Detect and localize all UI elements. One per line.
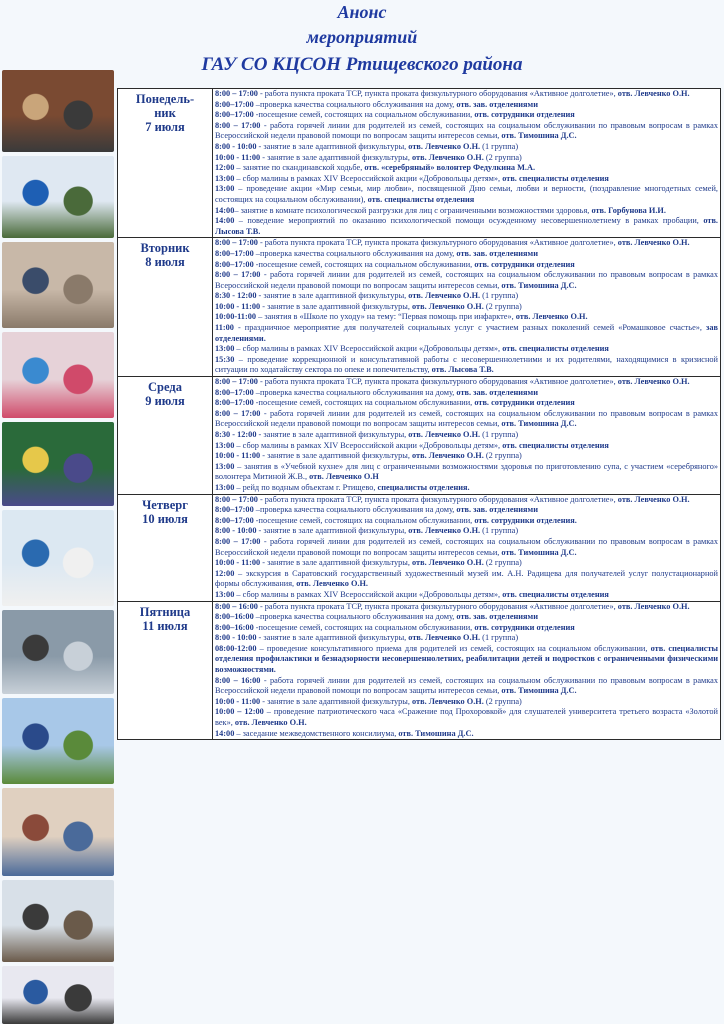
- events-cell: [213, 238, 721, 377]
- day-date: 9 июля: [145, 394, 185, 409]
- event-item: [215, 312, 718, 323]
- event-item: [215, 100, 718, 111]
- event-bold-text: отв. Левченко О.Н.: [617, 377, 690, 387]
- event-text: - занятие в зале адаптивной физкультуры,: [256, 141, 409, 151]
- event-text: (1 группа): [480, 141, 519, 151]
- event-item: [215, 697, 718, 708]
- event-item: [215, 409, 718, 430]
- event-text: -посещение семей, состоящих на социальном обслуживании,: [253, 398, 475, 408]
- event-bold-text: отв. Левченко О.Н.: [411, 301, 484, 311]
- event-bold-text: 10:00 - 11:00: [215, 301, 261, 311]
- event-text: – экскурсия в Саратовский государственный художественный музей им. А.Н. Радищева для получателей услуг полустационарной формы обслуживания,: [215, 568, 718, 589]
- event-bold-text: 13:00: [215, 589, 235, 599]
- day-row: [118, 89, 721, 238]
- event-text: – проведение патриотического часа «Сражение под Прохоровкой» для слушателей университета третьего возраста «Золотой век»,: [215, 707, 718, 728]
- event-bold-text: отв. специалисты отделения: [502, 344, 609, 354]
- day-date: 11 июля: [142, 618, 188, 633]
- event-bold-text: отв. Левченко О.Н.: [408, 633, 481, 643]
- event-bold-text: 13:00: [215, 184, 235, 194]
- schedule-table: [117, 88, 721, 740]
- event-bold-text: отв. зав. отделениями: [456, 248, 538, 258]
- event-bold-text: 8:00–17:00: [215, 505, 254, 515]
- event-bold-text: отв. сотрудники отделения.: [474, 515, 577, 525]
- event-bold-text: отв. Левченко О.Н.: [408, 141, 481, 151]
- day-name: Пятница: [139, 604, 191, 619]
- event-item: [215, 238, 718, 249]
- event-bold-text: 8:00 - 10:00: [215, 633, 257, 643]
- event-item: [215, 707, 718, 728]
- event-text: - занятие в зале адаптивной физкультуры,: [256, 430, 409, 439]
- event-bold-text: отв. Левченко О.Н: [309, 472, 379, 482]
- event-item: [215, 174, 718, 185]
- event-text: (1 группа): [480, 430, 519, 439]
- event-bold-text: 10:00 - 11:00: [215, 451, 261, 461]
- photo-office: [2, 880, 114, 962]
- event-item: [215, 676, 718, 697]
- event-text: - занятие в зале адаптивной физкультуры,: [256, 633, 409, 643]
- event-bold-text: 8:00 - 10:00: [215, 526, 257, 536]
- event-bold-text: 13:00: [215, 440, 235, 450]
- day-row: [118, 238, 721, 377]
- event-bold-text: 8:00 – 16:00: [215, 675, 261, 685]
- event-bold-text: 11:00: [215, 323, 234, 333]
- event-text: – занятия в «Учебной кухне» для лиц с ограниченными возможностями здоровья по приготовлению супа, с участием «серебряного» волонтера Митиной Ж.В.,: [215, 461, 718, 482]
- event-bold-text: отв. сотрудники отделения: [474, 110, 575, 120]
- event-text: –проверка качества социального обслуживания на дому,: [253, 248, 457, 258]
- event-bold-text: 8:00–17:00: [215, 387, 254, 397]
- event-bold-text: отв. зав. отделениями: [456, 612, 538, 622]
- day-cell: [118, 89, 213, 238]
- event-bold-text: 10:00 - 11:00: [215, 696, 261, 706]
- event-bold-text: 10:00 - 11:00: [215, 152, 261, 162]
- event-item: [215, 729, 718, 740]
- event-item: [215, 483, 718, 494]
- event-item: [215, 537, 718, 558]
- event-bold-text: отв. Левченко О.Н.: [296, 579, 368, 589]
- event-bold-text: отв. Левченко О.Н.: [411, 558, 484, 568]
- events-cell: [213, 89, 721, 238]
- event-text: – сбор малины в рамках XIV Всероссийской акции «Добровольцы детям»,: [234, 344, 503, 354]
- event-item: [215, 388, 718, 399]
- event-bold-text: 12:00: [215, 568, 235, 578]
- event-text: - занятие в зале адаптивной физкультуры,: [260, 301, 412, 311]
- event-bold-text: 8:00 – 16:00: [215, 601, 258, 611]
- event-text: -посещение семей, состоящих на социальном обслуживании,: [253, 622, 475, 632]
- event-bold-text: зав отделениями.: [215, 323, 718, 343]
- event-bold-text: 12:00: [215, 163, 235, 173]
- event-bold-text: 8:00 – 17:00: [215, 89, 258, 98]
- event-text: - работа пункта проката ТСР, пункта проката физкультурного оборудования «Активное долголетие»,: [257, 601, 618, 611]
- event-text: (2 группа): [483, 558, 522, 568]
- event-bold-text: отв. Тимошина Д.С.: [501, 280, 577, 290]
- event-bold-text: 8:00 – 17:00: [215, 494, 258, 504]
- title-events: мероприятий: [306, 27, 418, 47]
- event-text: – заседание межведомственного консилиума,: [234, 728, 399, 738]
- event-item: [215, 612, 718, 623]
- event-text: (2 группа): [483, 152, 522, 162]
- event-bold-text: отв. Тимошина Д.С.: [501, 686, 577, 696]
- events-cell: [213, 494, 721, 601]
- event-bold-text: отв. Левченко О.Н.: [411, 696, 484, 706]
- photo-meeting: [2, 242, 114, 328]
- event-bold-text: отв. специалисты отделения: [502, 589, 609, 599]
- event-text: – занятие по скандинавской ходьбе,: [234, 163, 365, 173]
- event-text: – поведение мероприятий по оказанию психологической помощи осужденному несовершеннолетнему в рамках пробации,: [234, 216, 704, 226]
- day-row: [118, 494, 721, 601]
- event-item: [215, 121, 718, 142]
- event-item: [215, 569, 718, 590]
- day-cell: [118, 601, 213, 740]
- event-bold-text: 13:00: [215, 482, 235, 492]
- event-text: (1 группа): [480, 291, 519, 301]
- event-item: [215, 216, 718, 237]
- event-item: [215, 344, 718, 355]
- events-cell: [213, 601, 721, 740]
- event-bold-text: 8:00–17:00: [215, 259, 254, 269]
- event-bold-text: 8:00 - 10:00: [215, 141, 257, 151]
- event-bold-text: 8:00–17:00: [215, 110, 254, 120]
- photo-fitness: [2, 332, 114, 418]
- event-text: (2 группа): [483, 301, 522, 311]
- event-text: (1 группа): [480, 633, 519, 643]
- event-bold-text: отв. Лысова Т.В.: [215, 216, 718, 236]
- photo-kitchen: [2, 70, 114, 152]
- day-date: 7 июля: [145, 120, 185, 134]
- event-bold-text: 14:00: [215, 728, 235, 738]
- event-bold-text: 10:00-11:00: [215, 312, 257, 322]
- day-name: Понедель- ник: [135, 92, 195, 120]
- event-bold-text: 8:00–16:00: [215, 622, 254, 632]
- event-item: [215, 430, 718, 441]
- event-bold-text: отв. Левченко О.Н.: [411, 152, 484, 162]
- event-bold-text: 14:00: [215, 216, 235, 226]
- event-item: [215, 526, 718, 537]
- event-bold-text: отв. Левченко О.Н.: [617, 601, 690, 611]
- event-bold-text: 8:00 – 17:00: [215, 536, 261, 546]
- event-bold-text: 8:00 – 17:00: [215, 120, 261, 130]
- event-bold-text: 8:30 - 12:00: [215, 291, 257, 301]
- events-cell: [213, 377, 721, 495]
- title-announcement: Анонс: [337, 2, 387, 22]
- event-text: – занятия в «Школе по уходу» на тему: “Первая помощь при инфаркте»,: [256, 312, 516, 322]
- event-text: - работа горячей линии для родителей из семей, состоящих на социальном обслуживании по правовым вопросам в рамках Всероссийской недели правовой помощи по вопросам защиты интересов семьи,: [215, 120, 718, 141]
- event-item: [215, 260, 718, 271]
- event-item: [215, 291, 718, 302]
- event-bold-text: 8:00–17:00: [215, 398, 254, 408]
- event-bold-text: 8:00 – 17:00: [215, 408, 261, 418]
- event-item: [215, 110, 718, 121]
- event-text: (2 группа): [483, 451, 522, 461]
- event-item: [215, 441, 718, 452]
- event-item: [215, 505, 718, 516]
- event-bold-text: 8:00–16:00: [215, 612, 254, 622]
- event-bold-text: отв. Горбунова И.И.: [591, 205, 666, 215]
- photo-walking: [2, 698, 114, 784]
- event-item: [215, 323, 718, 344]
- event-text: - занятие в зале адаптивной физкультуры,: [256, 526, 409, 536]
- event-text: – проведение консультативного приема для родителей из семей, состоящих на социальном обслуживании,: [256, 643, 651, 653]
- event-bold-text: отв. Левченко О.Н.: [408, 430, 481, 439]
- day-name: Четверг: [142, 497, 188, 512]
- event-item: [215, 398, 718, 409]
- title-organization: ГАУ СО КЦСОН Ртищевского района: [201, 54, 523, 75]
- event-bold-text: отв. Левченко О.Н.: [411, 451, 484, 461]
- event-bold-text: отв. специалисты отделения профилактики и безнадзорности несовершеннолетних, реабилитации детей и подростков с ограниченными физическими возможностями.: [215, 643, 719, 675]
- event-item: [215, 377, 718, 388]
- event-item: [215, 558, 718, 569]
- event-text: -посещение семей, состоящих на социальном обслуживании,: [253, 259, 475, 269]
- event-bold-text: 15:30: [215, 354, 235, 364]
- event-text: - занятие в зале адаптивной физкультуры,: [256, 291, 409, 301]
- event-bold-text: 8:00 – 17:00: [215, 238, 258, 248]
- event-item: [215, 206, 718, 217]
- event-item: [215, 249, 718, 260]
- event-bold-text: отв. зав. отделениями: [456, 505, 538, 515]
- photo-lesson: [2, 510, 114, 606]
- event-text: - работа горячей линии для родителей из семей, состоящих на социальном обслуживании по правовым вопросам в рамках Всероссийской недели правовой помощи по вопросам защиты интересов семьи,: [215, 408, 718, 429]
- event-text: – занятие в комнате психологической разгрузки для лиц с ограниченными возможностями здоровья,: [234, 205, 592, 215]
- day-date: 8 июля: [145, 255, 185, 270]
- event-bold-text: специалисты отделения.: [377, 482, 470, 492]
- event-text: – сбор малины в рамках XIV Всероссийской акции «Добровольцы детям»,: [234, 589, 503, 599]
- day-date: 10 июля: [142, 511, 188, 526]
- event-bold-text: 14:00: [215, 205, 235, 215]
- event-bold-text: 08:00-12:00: [215, 643, 257, 653]
- event-text: - занятие в зале адаптивной физкультуры,: [260, 696, 412, 706]
- event-item: [215, 602, 718, 613]
- photo-bus: [2, 156, 114, 238]
- event-bold-text: 10:00 – 12:00: [215, 707, 264, 717]
- event-text: (1 группа): [480, 526, 519, 536]
- event-text: – сбор малины в рамках XIV Всероссийской акции «Добровольцы детям»,: [234, 440, 503, 450]
- event-bold-text: отв. Тимошина Д.С.: [501, 547, 577, 557]
- event-item: [215, 495, 718, 506]
- event-text: – проведение акции «Мир семьи, мир любви», посвященной Дню семьи, любви и верности, (поздравление многодетных семей, состоящих на социальном обслуживании),: [215, 184, 718, 204]
- event-item: [215, 623, 718, 634]
- event-text: - работа горячей линии для родителей из семей, состоящих на социальном обслуживании по правовым вопросам в рамках Всероссийской недели правовой помощи по вопросам защиты интересов семьи,: [215, 675, 718, 696]
- event-bold-text: отв. сотрудники отделения: [474, 622, 575, 632]
- event-text: - работа горячей линии для родителей из семей, состоящих на социальном обслуживании по правовым вопросам в рамках Всероссийской недели правовой помощи по вопросам защиты интересов семьи,: [215, 270, 718, 290]
- event-text: - праздничное мероприятие для получателей социальных услуг с участием разных поколений семей «Ромашковое счастье»,: [233, 323, 707, 333]
- event-bold-text: 13:00: [215, 344, 235, 354]
- event-bold-text: отв. Лысова Т.В.: [431, 365, 494, 375]
- event-bold-text: отв. Тимошина Д.С.: [398, 728, 474, 738]
- event-bold-text: отв. Левченко О.Н.: [515, 312, 588, 322]
- photo-craft: [2, 422, 114, 506]
- event-bold-text: 8:00–17:00: [215, 248, 254, 258]
- event-text: – рейд по водным объектам г. Ртищево,: [234, 482, 378, 492]
- event-text: -посещение семей, состоящих на социальном обслуживании,: [253, 515, 475, 525]
- event-item: [215, 590, 718, 601]
- event-item: [215, 451, 718, 462]
- event-item: [215, 89, 718, 100]
- event-bold-text: 8:00–17:00: [215, 99, 254, 109]
- event-item: [215, 302, 718, 313]
- event-item: [215, 142, 718, 153]
- event-item: [215, 163, 718, 174]
- event-item: [215, 153, 718, 164]
- event-bold-text: 8:00 – 17:00: [215, 270, 261, 280]
- photo-massage: [2, 610, 114, 694]
- day-cell: [118, 238, 213, 377]
- event-bold-text: 10:00 - 11:00: [215, 558, 261, 568]
- event-text: –проверка качества социального обслуживания на дому,: [253, 505, 457, 515]
- event-item: [215, 184, 718, 205]
- event-bold-text: 13:00: [215, 173, 235, 183]
- event-bold-text: 13:00: [215, 461, 235, 471]
- event-text: - работа горячей линии для родителей из семей, состоящих на социальном обслуживании по правовым вопросам в рамках Всероссийской недели правовой помощи по вопросам защиты интересов семьи,: [215, 536, 718, 557]
- event-bold-text: отв. «серебряный» волонтер Федулкина М.А.: [364, 163, 536, 173]
- event-bold-text: отв. зав. отделениями: [456, 387, 538, 397]
- event-bold-text: 8:00–17:00: [215, 515, 254, 525]
- event-item: [215, 355, 718, 376]
- event-text: – проведение коррекционной и консультативной работы с несовершеннолетними и их родителями, находящимися в кризисной ситуации по ходатайству сектора по опеке и попечительству,: [215, 354, 718, 375]
- event-bold-text: 8:30 - 12:00: [215, 430, 257, 439]
- photo-class: [2, 966, 114, 1024]
- event-text: - работа пункта проката ТСР, пункта проката физкультурного оборудования «Активное долголетие»,: [257, 494, 618, 504]
- day-name: Вторник: [140, 241, 190, 256]
- event-bold-text: отв. Левченко О.Н.: [617, 238, 690, 248]
- day-cell: [118, 377, 213, 495]
- day-name: Среда: [148, 380, 182, 395]
- event-bold-text: 8:00 – 17:00: [215, 377, 258, 387]
- event-item: [215, 516, 718, 527]
- event-bold-text: отв. Тимошина Д.С.: [501, 419, 577, 429]
- event-text: –проверка качества социального обслуживания на дому,: [253, 99, 457, 109]
- event-text: -посещение семей, состоящих на социальном обслуживании,: [253, 110, 475, 120]
- event-bold-text: отв. Левченко О.Н.: [408, 291, 481, 301]
- event-text: - работа пункта проката ТСР, пункта проката физкультурного оборудования «Активное долголетие»,: [257, 89, 618, 98]
- event-text: – сбор малины в рамках XIV Всероссийской акции «Добровольцы детям»,: [234, 173, 503, 183]
- event-bold-text: отв. сотрудники отделения: [474, 398, 575, 408]
- day-cell: [118, 494, 213, 601]
- event-bold-text: отв. Левченко О.Н.: [408, 526, 481, 536]
- event-text: –проверка качества социального обслуживания на дому,: [253, 612, 457, 622]
- event-bold-text: отв. специалисты отделения: [502, 173, 609, 183]
- event-item: [215, 270, 718, 291]
- event-bold-text: отв. зав. отделениями: [456, 99, 538, 109]
- event-bold-text: отв. Левченко О.Н.: [234, 718, 307, 728]
- event-text: - занятие в зале адаптивной физкультуры,: [260, 451, 412, 461]
- day-row: [118, 601, 721, 740]
- event-item: [215, 633, 718, 644]
- event-text: (2 группа): [483, 696, 522, 706]
- event-bold-text: отв. специалисты отделения: [367, 194, 475, 204]
- event-bold-text: отв. Левченко О.Н.: [617, 494, 690, 504]
- event-text: - занятие в зале адаптивной физкультуры,: [260, 558, 412, 568]
- event-item: [215, 462, 718, 483]
- day-row: [118, 377, 721, 495]
- event-bold-text: отв. специалисты отделения: [502, 440, 609, 450]
- photo-column: [2, 70, 114, 1024]
- event-bold-text: отв. сотрудники отделения: [474, 259, 575, 269]
- event-text: - занятие в зале адаптивной физкультуры,: [260, 152, 412, 162]
- event-text: - работа пункта проката ТСР, пункта проката физкультурного оборудования «Активное долголетие»,: [257, 238, 618, 248]
- event-bold-text: отв. Тимошина Д.С.: [501, 131, 577, 141]
- event-item: [215, 644, 718, 676]
- event-text: –проверка качества социального обслуживания на дому,: [253, 387, 457, 397]
- photo-cooking: [2, 788, 114, 876]
- event-bold-text: отв. Левченко О.Н.: [617, 89, 690, 98]
- event-text: - работа пункта проката ТСР, пункта проката физкультурного оборудования «Активное долголетие»,: [257, 377, 618, 387]
